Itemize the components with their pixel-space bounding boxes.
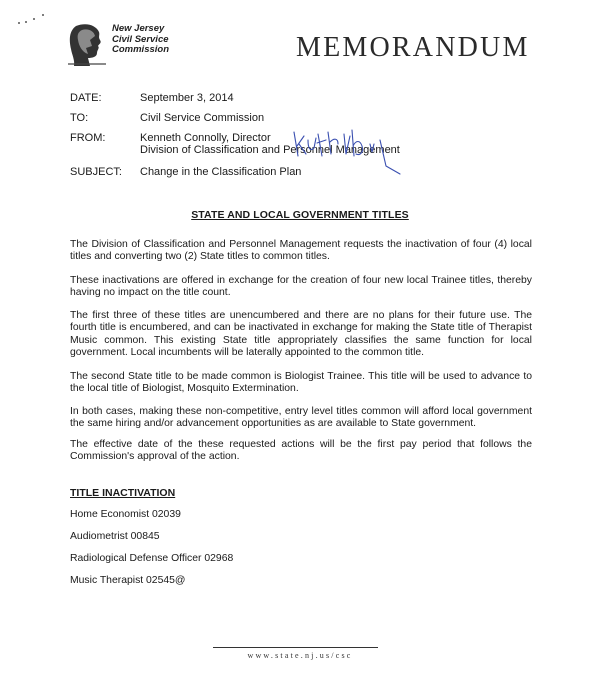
subject-value: Change in the Classification Plan: [140, 166, 302, 178]
memorandum-title: MEMORANDUM: [296, 32, 530, 63]
profile-seal-icon: [66, 22, 110, 68]
section-title: STATE AND LOCAL GOVERNMENT TITLES: [191, 209, 409, 221]
list-item: Radiological Defense Officer 02968: [70, 553, 234, 564]
handwritten-initials: [290, 126, 410, 176]
paragraph-5: In both cases, making these non-competitive, entry level titles common will afford local government the same hiring and/or advancement opportunities as are available to State government.: [70, 406, 532, 430]
list-item: Home Economist 02039: [70, 509, 181, 520]
footer-divider: [213, 647, 378, 648]
to-label: TO:: [70, 112, 89, 124]
paragraph-3: The first three of these titles are unencumbered and there are no plans for their future use. The fourth title is encumbered, and can be inactivated in exchange for making the State title of Therapist Music common. This existing State title appropriately classifies the same function for local government. Local incumbents will be laterally appointed to the common title.: [70, 310, 532, 359]
scan-speck: [25, 21, 27, 23]
scan-speck: [33, 18, 35, 20]
paragraph-2: These inactivations are offered in exchange for the creation of four new local Trainee titles, thereby having no impact on the title count.: [70, 275, 532, 299]
paragraph-6: The effective date of the these requested actions will be the first pay period that follows the Commission's approval of the action.: [70, 439, 532, 463]
title-inactivation-heading: TITLE INACTIVATION: [70, 487, 176, 499]
paragraph-4: The second State title to be made common is Biologist Trainee. This title will be used to advance to the local title of Biologist, Mosquito Extermination.: [70, 371, 532, 395]
paragraph-1: The Division of Classification and Personnel Management requests the inactivation of four (4) local titles and converting two (2) State titles to common titles.: [70, 239, 532, 263]
logo-line-2: Civil Service: [112, 33, 169, 45]
footer-url: www.state.nj.us/csc: [247, 651, 353, 660]
from-value-line-1: Kenneth Connolly, Director: [140, 132, 271, 144]
list-item: Music Therapist 02545@: [70, 575, 186, 586]
logo-line-1: New Jersey: [112, 23, 165, 34]
scan-speck: [18, 22, 20, 24]
commission-logo: [66, 22, 186, 72]
from-label: FROM:: [70, 132, 106, 144]
to-value: Civil Service Commission: [140, 112, 265, 124]
list-item: Audiometrist 00845: [70, 531, 160, 542]
date-value: September 3, 2014: [140, 92, 234, 104]
from-value-line-2: Division of Classification and Personnel Management: [140, 144, 400, 156]
logo-line-3: Commission: [112, 44, 170, 55]
scan-speck: [42, 14, 44, 16]
date-label: DATE:: [70, 92, 102, 104]
subject-label: SUBJECT:: [70, 166, 122, 178]
